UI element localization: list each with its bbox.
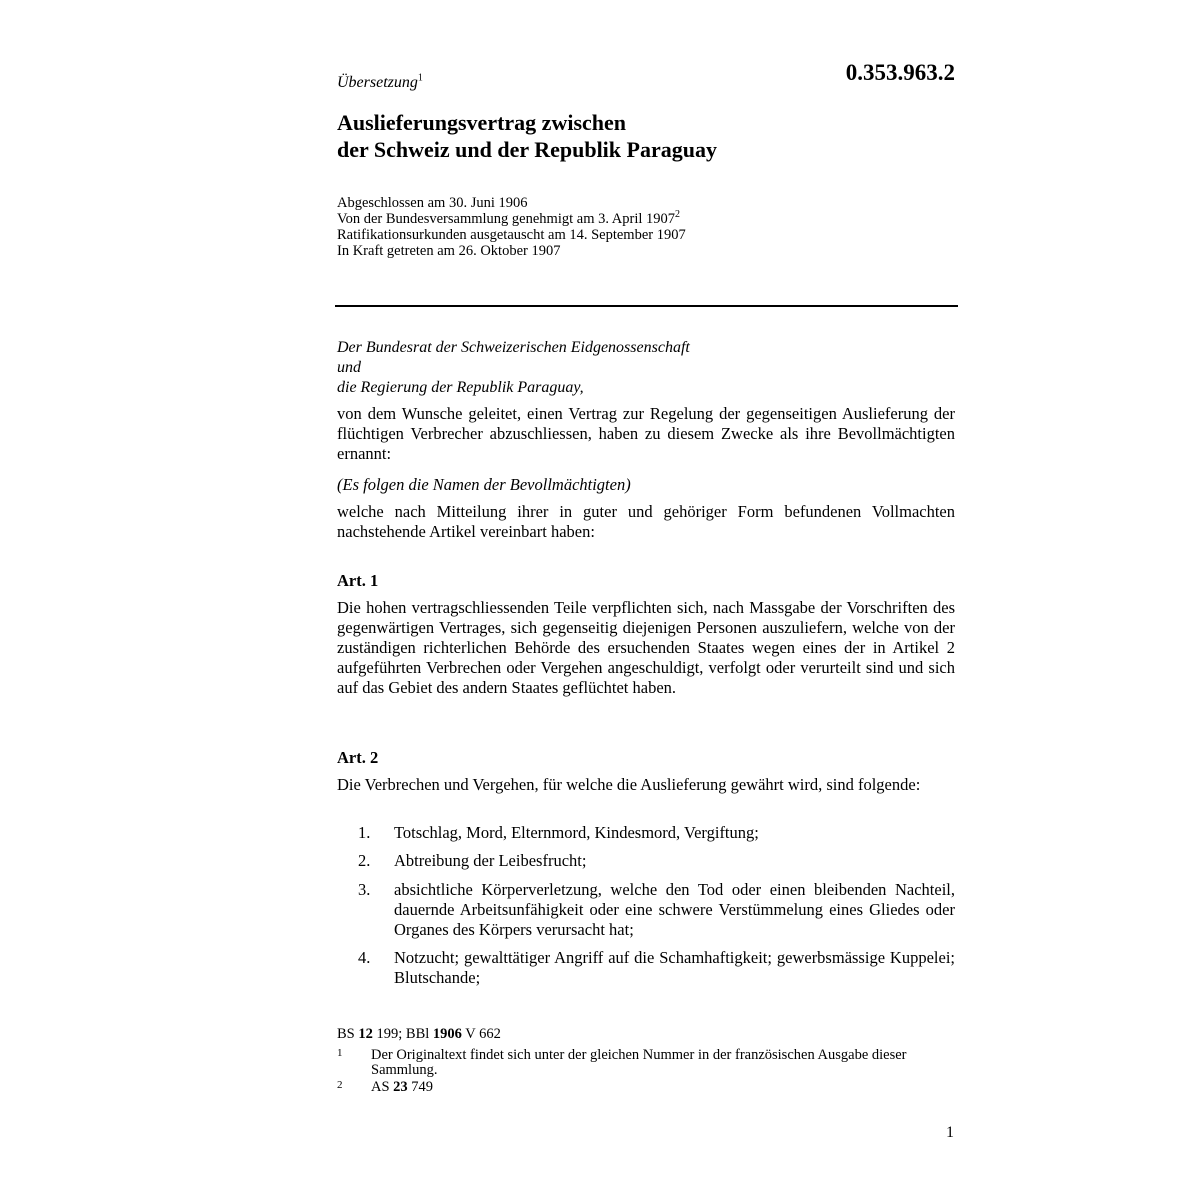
footnote-prefix: AS: [371, 1079, 394, 1095]
page-number: 1: [946, 1124, 954, 1141]
horizontal-rule: [335, 305, 958, 307]
list-item-number: 2.: [358, 851, 371, 870]
preamble-party-1: Der Bundesrat der Schweizerischen Eidgenossenschaft: [337, 339, 690, 356]
footnote-ref-1[interactable]: 1: [417, 72, 423, 84]
preamble-party-2: die Regierung der Republik Paraguay,: [337, 379, 584, 396]
preamble-names-note: (Es folgen die Namen der Bevollmächtigten): [337, 475, 631, 494]
translation-label-text: Übersetzung: [337, 74, 418, 91]
meta-approved-text: Von der Bundesversammlung genehmigt am 3. April 1907: [337, 211, 676, 227]
footnote-volume: 23: [393, 1079, 408, 1095]
article-1-text: Die hohen vertragschliessenden Teile verpflichten sich, nach Massgabe der Vorschriften des gegenwärtigen Vertrages, sich gegenseitig diejenigen Personen auszuliefern, welche von der zuständigen richterlichen Behörde des ersuchenden Staates wegen eines der in Artikel 2 aufgeführten Verbrechen oder Vergehen angeschuldigt, verfolgt oder verurteilt sind und sich auf das Gebiet des andern Staates geflüchtet haben.: [337, 598, 955, 697]
article-2-heading: Art. 2: [337, 748, 379, 767]
document-meta: [337, 195, 955, 259]
meta-in-force: In Kraft getreten am 26. Oktober 1907: [337, 243, 561, 259]
source-prefix: BS: [337, 1026, 359, 1042]
preamble-intent: von dem Wunsche geleitet, einen Vertrag zur Regelung der gegenseitigen Auslieferung der flüchtigen Verbrecher abzuschliessen, haben zu diesem Zwecke als ihre Bevollmächtigten ernannt:: [337, 404, 955, 463]
preamble-agreement: welche nach Mitteilung ihrer in guter und gehöriger Form befundenen Vollmachten nachstehende Artikel vereinbart haben:: [337, 502, 955, 541]
footnote-text: [371, 1080, 955, 1095]
footnote-mark: 2: [337, 1079, 343, 1091]
meta-approved: [337, 211, 955, 227]
footnote-suffix: 749: [407, 1079, 434, 1095]
list-item-number: 4.: [358, 948, 371, 967]
preamble-parties: [337, 338, 955, 398]
title-line-1: Auslieferungsvertrag zwischen: [337, 110, 627, 135]
list-item-number: 3.: [358, 880, 371, 899]
source-suffix: V 662: [461, 1026, 501, 1042]
list-item-text: Abtreibung der Leibesfrucht;: [394, 851, 587, 870]
source-mid: 199; BBl: [372, 1026, 433, 1042]
footnote-mark: 1: [337, 1047, 343, 1059]
footnote-ref-2[interactable]: 2: [675, 209, 681, 221]
source-reference: [337, 1027, 955, 1042]
article-2-text: Die Verbrechen und Vergehen, für welche die Auslieferung gewährt wird, sind folgende:: [337, 775, 921, 794]
source-volume-2: 1906: [432, 1026, 462, 1042]
sr-number: 0.353.963.2: [845, 60, 955, 85]
title-line-2: der Schweiz und der Republik Paraguay: [337, 137, 717, 162]
list-item-text: absichtliche Körperverletzung, welche den Tod oder einen bleibenden Nachteil, dauernde Arbeitsunfähigkeit oder eine schwere Verstümmelung eines Gliedes oder Organes des Körpers verursacht hat;: [394, 880, 955, 939]
article-1-heading: Art. 1: [337, 571, 379, 590]
list-item-text: Notzucht; gewalttätiger Angriff auf die Schamhaftigkeit; gewerbsmässige Kuppelei; Blutschande;: [394, 948, 955, 987]
footnote-text: Der Originaltext findet sich unter der gleichen Nummer in der französischen Ausgabe dieser Sammlung.: [371, 1047, 907, 1078]
meta-ratified: Ratifikationsurkunden ausgetauscht am 14. September 1907: [337, 227, 686, 243]
meta-concluded: Abgeschlossen am 30. Juni 1906: [337, 195, 528, 211]
list-item-text: Totschlag, Mord, Elternmord, Kindesmord, Vergiftung;: [394, 823, 759, 842]
source-volume-1: 12: [358, 1026, 373, 1042]
document-title: [337, 109, 955, 163]
list-item-number: 1.: [358, 823, 371, 842]
preamble-and: und: [337, 359, 361, 376]
